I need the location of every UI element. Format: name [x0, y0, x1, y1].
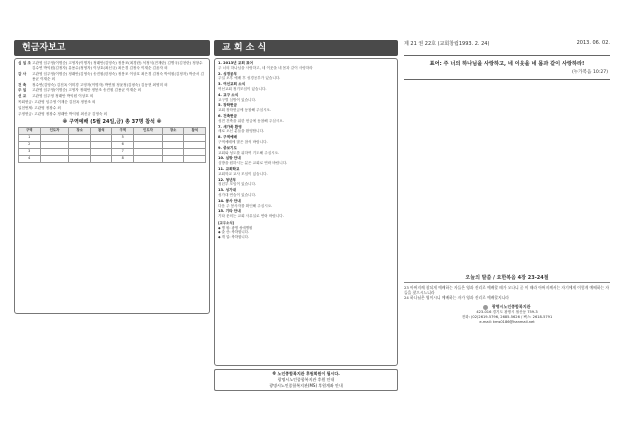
news-title: 4. 교구 소식	[218, 92, 239, 97]
news-title: 12. 청년부	[218, 177, 237, 182]
table-cell	[90, 134, 112, 141]
news-body: 여선교회 정기모임이 있습니다.	[218, 86, 267, 91]
news-item	[218, 103, 394, 113]
issue-date: 2013. 06. 02.	[576, 40, 610, 46]
news-title: 7. 새가족 환영	[218, 124, 242, 129]
table-cell: 8	[112, 155, 134, 162]
church-email: e-mail: kms0186@hanmail.net	[479, 319, 535, 324]
news-item	[218, 72, 394, 82]
news-title: 14. 봉사 안내	[218, 198, 241, 203]
table-cell: 7	[112, 148, 134, 155]
offering-report-box	[14, 58, 210, 314]
news-body: 새로 오신 분들을 환영합니다.	[218, 129, 265, 134]
offering-donors: 고관영 임주영(이명순) 고영자 정래안 정봉조 송진원 김용균 이재순 외	[32, 88, 142, 93]
table-cell	[90, 141, 112, 148]
table-cell	[162, 155, 184, 162]
table-cell	[134, 134, 163, 141]
news-item	[218, 146, 394, 156]
news-item	[218, 188, 394, 198]
church-news-header: 교 회 소 식	[214, 40, 398, 56]
table-cell	[40, 155, 69, 162]
news-title: 10. 심방 안내	[218, 156, 241, 161]
news-title: 15. 기타 안내	[218, 209, 241, 214]
news-body: 청년부 모임이 있습니다.	[218, 182, 257, 187]
church-logo-icon	[483, 305, 488, 310]
motto-box	[404, 55, 610, 80]
offering-entry	[18, 94, 206, 99]
todays-word-box	[404, 274, 610, 325]
table-row	[19, 155, 206, 162]
table-cell	[69, 155, 91, 162]
table-cell	[184, 155, 206, 162]
member-news-title: [교우소식]	[218, 220, 235, 225]
news-item	[218, 114, 394, 124]
offering-entry	[18, 61, 206, 71]
news-title: 5. 장학헌금	[218, 103, 238, 108]
table-cell	[184, 134, 206, 141]
news-body: 기타 문의는 교회 사무실로 연락 바랍니다.	[218, 214, 284, 219]
church-motto: 표어: 주 너의 하나님을 사랑하고, 네 이웃을 네 몸과 같이 사랑하라!	[429, 61, 585, 67]
news-body: 심방을 원하시는 분은 교회로 연락 바랍니다.	[218, 161, 288, 166]
news-body: 구역예배에 많은 참석 바랍니다.	[218, 139, 268, 144]
column-header: 참석	[90, 127, 112, 134]
verse-line: 23 아버지께 참되게 예배하는 자들은 영과 진리로 예배할 때가 오나니 곧 이 때라 아버지께서는 자기에게 이렇게 예배하는 자들을 찾으시느니라	[404, 285, 610, 295]
news-title: 3. 여선교회 소식	[218, 82, 246, 87]
news-title: 13. 성가대	[218, 188, 237, 193]
welfare-notice-line: 광명시노인종합복지관 후원 안내	[277, 377, 335, 382]
news-item	[218, 167, 394, 177]
news-title: 6. 건축헌금	[218, 113, 238, 118]
news-title: 2. 성경공부	[218, 71, 238, 76]
news-item	[218, 199, 394, 209]
offering-entry	[18, 88, 206, 93]
offering-donors: 고관영 임주영(이명순) 고영자(이명자) 정래안(김영숙) 정봉조(최경란) 석정식(전재란) 김병국(김천란) 정창수 김수연 박익원(김정자) 유용수(정영자) 이상호(최신규) 최은경 김정숙 이재순 김윤자 외	[32, 61, 203, 70]
news-title: 11. 교회학교	[218, 166, 240, 171]
welfare-notice-title: ※ 노인종합복지관 후원회원이 됩시다.	[272, 371, 340, 376]
table-cell	[40, 148, 69, 155]
news-item	[218, 209, 394, 219]
offering-donors: 정수연(김영숙) 김천옥 이미경 고영자(이명자) 박연철 정윤정(김평숙) 김동현 최영미 외	[32, 82, 168, 87]
offering-type: 십 일 조	[18, 61, 31, 65]
offering-type: 주 일	[18, 88, 27, 93]
issue-number: 제 21 권 22호 (교회창립1993. 2. 24)	[404, 41, 490, 47]
member-news-line: ◆ 개 업: 축하합니다.	[218, 234, 249, 239]
column-header: 구역	[19, 127, 41, 134]
table-cell: 3	[19, 148, 41, 155]
news-body: 주 너의 하나님을 사랑하고, 네 이웃을 네 몸과 같이 사랑하라	[218, 65, 313, 70]
table-cell: 5	[112, 134, 134, 141]
news-item	[218, 93, 394, 103]
table-cell: 6	[112, 141, 134, 148]
offering-note: 주정헌금: 고관영 정창수 정래안 박익원 최신규 김영숙 외	[18, 111, 108, 116]
column-header: 장소	[69, 127, 91, 134]
news-body: 교구별 심방이 있습니다.	[218, 97, 257, 102]
news-body: 교회학교 교사 모임이 있습니다.	[218, 171, 268, 176]
table-cell	[134, 155, 163, 162]
table-cell	[69, 134, 91, 141]
column-header: 참석	[184, 127, 206, 134]
news-item	[218, 61, 394, 71]
member-news-line: ◆ 출 산: 축하합니다.	[218, 230, 249, 235]
offering-type: 선 교	[18, 94, 27, 99]
cell-worship-table	[18, 127, 206, 163]
table-cell: 1	[19, 134, 41, 141]
table-cell: 4	[19, 155, 41, 162]
news-body: 성전 건축을 위한 헌금에 동참해 주십시오.	[218, 118, 284, 123]
verse-line: 24 하나님은 영이시니 예배하는 자가 영과 진리로 예배할지니라	[404, 295, 509, 300]
offering-notes	[18, 100, 206, 117]
news-body: 교회와 성도를 위하여 기도해 주십시오.	[218, 150, 280, 155]
news-item	[218, 135, 394, 145]
news-body: 교회 장학헌금에 동참해 주십시오.	[218, 108, 272, 113]
table-row	[19, 141, 206, 148]
cover-column	[404, 40, 610, 408]
issue-line	[404, 40, 610, 47]
church-info	[404, 304, 610, 325]
news-item	[218, 125, 394, 135]
news-body: 다음 주 봉사자를 확인해 주십시오.	[218, 203, 273, 208]
news-item	[218, 156, 394, 166]
table-cell	[184, 141, 206, 148]
table-row	[19, 134, 206, 141]
church-news-column	[214, 40, 398, 408]
table-cell	[134, 141, 163, 148]
table-cell	[184, 148, 206, 155]
member-news	[218, 221, 394, 239]
offering-report-header: 헌금자보고	[14, 40, 210, 56]
offering-report-column	[14, 40, 210, 408]
member-news-line: ◆ 병 원: 광명 성애병원	[218, 225, 253, 230]
table-cell	[69, 148, 91, 155]
motto-reference: (누가복음 10:27)	[571, 70, 608, 75]
church-name: 광명시노인종합복지관	[491, 304, 531, 309]
welfare-notice-line: 광명시노인종합복지관(MS) 후원계좌 안내	[269, 383, 343, 388]
cell-worship-title: ※ 구역예배 (5월 24일,금) 총 37명 참석 ※	[62, 118, 162, 125]
news-body: 주일 오후 예배 후 성경공부가 있습니다.	[218, 76, 281, 81]
table-cell	[40, 141, 69, 148]
table-row	[19, 148, 206, 155]
table-cell: 2	[19, 141, 41, 148]
offering-type: 감 사	[18, 71, 27, 76]
news-item	[218, 178, 394, 188]
church-news-box	[214, 58, 398, 366]
news-title: 8. 구역예배	[218, 135, 238, 140]
table-header-row	[19, 127, 206, 134]
table-cell	[162, 141, 184, 148]
news-item	[218, 82, 394, 92]
church-phone: 전화: (02)2619-5796, 2685-5626 / 팩스: 2618-5791	[461, 314, 553, 319]
table-cell	[90, 155, 112, 162]
news-title: 9. 중보기도	[218, 145, 238, 150]
table-cell	[69, 141, 91, 148]
offering-donors: 고관영 임주영(이명순) 정래안(김영숙) 송진원(한정숙) 정봉조 이상호 최은경 김정숙 박익원(김정자) 박준서 김용균 이재순 외	[32, 71, 204, 81]
offering-donors: 고관영 임주영 정래안 박익원 이상호 외	[32, 94, 94, 99]
news-title: 1. 2013년 교회 표어	[218, 61, 253, 65]
offering-note: 일천번제: 고관영 정창수 외	[18, 105, 61, 110]
welfare-center-notice	[214, 369, 398, 391]
column-header: 장소	[162, 127, 184, 134]
column-header: 구역	[112, 127, 134, 134]
todays-word-body	[404, 285, 610, 300]
news-body: 성가대 연습이 있습니다.	[218, 192, 257, 197]
table-cell	[162, 134, 184, 141]
todays-word-header: 오늘의 말씀 / 요한복음 4장 23-24절	[404, 274, 610, 283]
offering-entry	[18, 83, 206, 88]
column-header: 인도자	[40, 127, 69, 134]
table-cell	[134, 148, 163, 155]
table-cell	[162, 148, 184, 155]
table-cell	[90, 148, 112, 155]
offering-note: 목회헌금: 고관영 임주영 이재순 김천옥 정봉조 외	[18, 100, 96, 105]
column-header: 인도자	[134, 127, 163, 134]
offering-type: 건 축	[18, 82, 27, 87]
offering-entry	[18, 72, 206, 82]
church-address: 423-016 경기도 광명시 철산동 759-3	[476, 309, 538, 314]
table-cell	[40, 134, 69, 141]
